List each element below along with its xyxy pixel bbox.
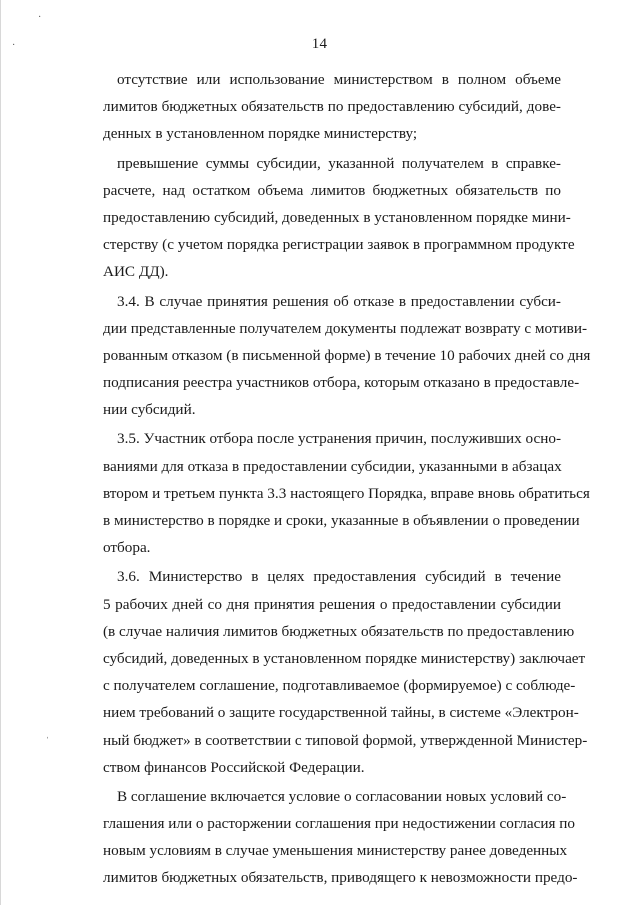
text-line: АИС ДД). [103,263,169,281]
text-line: субсидий, доведенных в установленном порядке министерству) заключает [103,649,586,667]
text-line: стерству (с учетом порядка регистрации заявок в программном продукте [103,236,575,254]
text-line: в министерство в порядке и сроки, указанные в объявлении о проведении [103,512,580,529]
text-line: глашения или о расторжении соглашения при недостижении согласия по [103,815,575,833]
text-line: В соглашение включается условие о согласовании новых условий со- [117,787,567,805]
paragraph [103,66,561,148]
scan-speck: · [38,12,42,23]
page-number: 14 [311,36,328,52]
scan-speck: ˌ [46,728,50,739]
text-line: превышение суммы субсидии, указанной получателем в справке- [117,154,561,172]
text-line: 5 рабочих дней со дня принятия решения о предоставлении субсидии [103,595,561,613]
paragraph [103,150,575,286]
paragraph [103,783,578,892]
text-line: подписания реестра участников отбора, которым отказано в предоставле- [103,374,580,392]
text-line: денных в установленном порядке министерству; [103,125,418,143]
text-line: расчете, над остатком объема лимитов бюджетных обязательств по [103,181,561,199]
document-body [103,66,591,892]
text-line: ваниями для отказа в предоставлении субсидии, указанными в абзацах [103,457,562,475]
text-line: новым условиям в случае уменьшения министерству ранее доведенных [103,842,568,860]
text-line: 3.5. Участник отбора после устранения причин, послуживших осно- [117,430,562,448]
text-line: втором и третьем пункта 3.3 настоящего Порядка, вправе вновь обратиться [103,484,590,502]
text-line: предоставлению субсидий, доведенных в установленном порядке мини- [103,208,571,226]
paragraph [103,563,588,781]
text-line: нии субсидий. [103,401,196,419]
text-line: нием требований о защите государственной тайны, в системе «Электрон- [103,704,579,722]
text-line: с получателем соглашение, подготавливаемое (формируемое) с соблюде- [103,677,576,695]
text-line: ством финансов Российской Федерации. [103,758,365,776]
scan-edge [0,0,1,905]
text-line: 3.6. Министерство в целях предоставления субсидий в течение [117,568,561,586]
text-line: дии представленные получателем документы подлежат возврату с мотиви- [103,319,588,337]
text-line: лимитов бюджетных обязательств по предоставлению субсидий, дове- [103,98,561,116]
text-line: 3.4. В случае принятия решения об отказе в предоставлении субси- [117,292,561,310]
text-line: отсутствие или использование министерством в полном объеме [117,71,561,88]
scan-speck: · [12,40,16,51]
text-line: отбора. [103,539,151,557]
paragraph [103,288,591,424]
text-line: лимитов бюджетных обязательств, приводящего к невозможности предо- [103,869,578,887]
text-line: ный бюджет» в соответствии с типовой формой, утвержденной Министер- [103,731,588,749]
text-line: (в случае наличия лимитов бюджетных обязательств по предоставлению [103,622,575,640]
paragraph [103,425,590,561]
text-line: рованным отказом (в письменной форме) в течение 10 рабочих дней со дня [103,346,591,364]
